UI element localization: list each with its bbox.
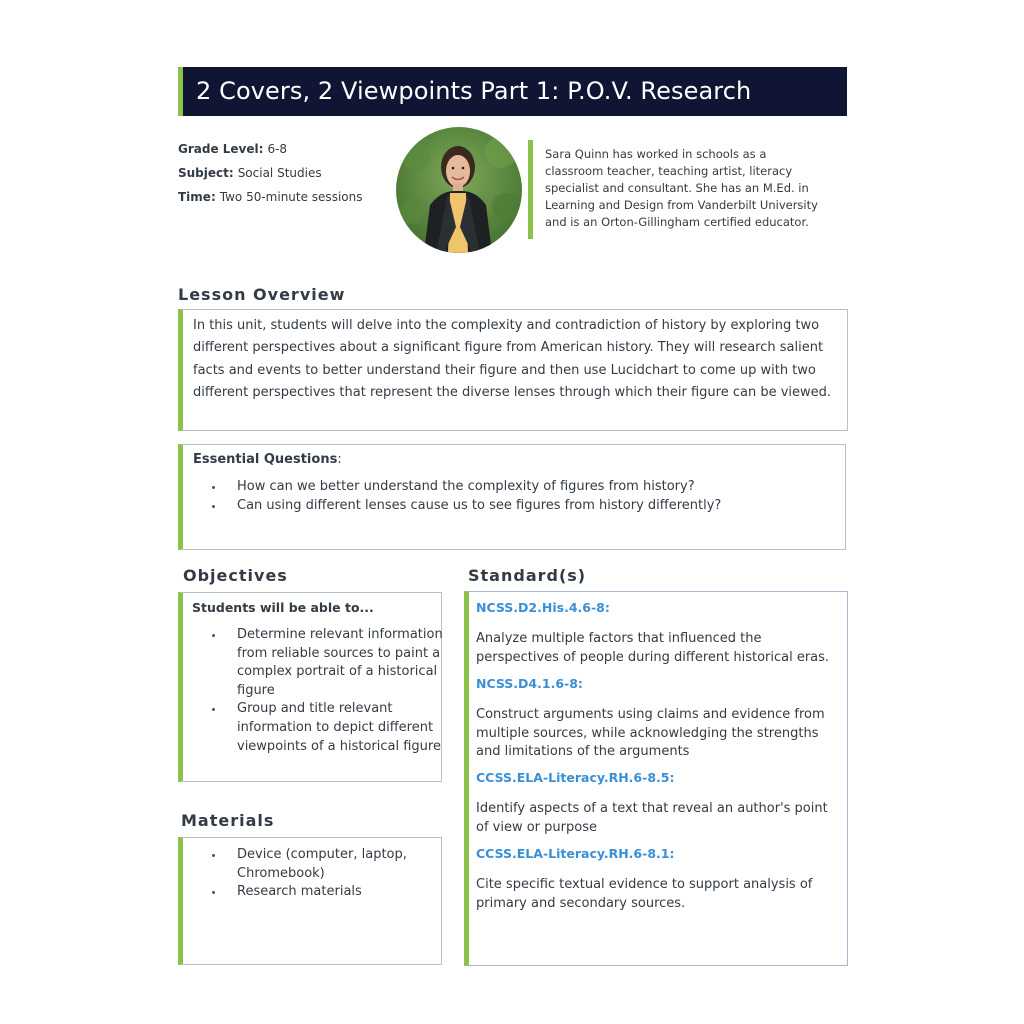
objectives-heading: Objectives (183, 566, 288, 585)
standards-box (464, 591, 848, 966)
list-item: Can using different lenses cause us to see figures from history differently? (208, 497, 721, 516)
grade-level-row (178, 140, 362, 164)
materials-box (178, 837, 442, 965)
subject-label: Subject: (178, 166, 234, 180)
standard-description: Analyze multiple factors that influenced the perspectives of people during different historical eras. (476, 631, 830, 665)
time-value: Two 50-minute sessions (219, 190, 363, 204)
avatar (396, 127, 522, 253)
list-item: Group and title relevant information to depict different viewpoints of a historical figure (208, 700, 443, 756)
lesson-overview-text: In this unit, students will delve into the complexity and contradiction of history by exploring two different perspectives about a significant figure from American history. They will research salient facts and events to better understand their figure and then use Lucidchart to come up with two different perspectives that represent the diverse lenses through which their figure can be viewed. (193, 318, 832, 400)
author-portrait-icon (396, 127, 522, 253)
page-title: 2 Covers, 2 Viewpoints Part 1: P.O.V. Research (196, 77, 752, 105)
subject-row (178, 164, 362, 188)
author-bio-text: Sara Quinn has worked in schools as a classroom teacher, teaching artist, literacy specialist and consultant. She has an M.Ed. in Learning and Design from Vanderbilt University and is an Orton-Gillingham certified educator. (545, 147, 818, 229)
lesson-meta (178, 140, 362, 212)
lesson-overview-heading: Lesson Overview (178, 285, 346, 304)
standard-description: Construct arguments using claims and evidence from multiple sources, while acknowledging the strengths and limitations of the arguments (476, 707, 825, 760)
materials-list (208, 846, 443, 902)
standard-description: Cite specific textual evidence to support analysis of primary and secondary sources. (476, 877, 813, 911)
subject-value: Social Studies (237, 166, 322, 180)
standard-code: CCSS.ELA-Literacy.RH.6-8.5: (476, 770, 675, 785)
essential-questions-label: Essential Questions (193, 452, 338, 467)
time-label: Time: (178, 190, 216, 204)
list-item: How can we better understand the complexity of figures from history? (208, 478, 721, 497)
grade-level-label: Grade Level: (178, 142, 264, 156)
standards-heading: Standard(s) (468, 566, 587, 585)
standard-code: NCSS.D2.His.4.6-8: (476, 600, 610, 615)
grade-level-value: 6-8 (267, 142, 288, 156)
list-item: Research materials (208, 883, 443, 902)
standard-description: Identify aspects of a text that reveal an author's point of view or purpose (476, 801, 828, 835)
author-bio (528, 140, 828, 239)
standard-code: CCSS.ELA-Literacy.RH.6-8.1: (476, 846, 675, 861)
list-item: Device (computer, laptop, Chromebook) (208, 846, 443, 883)
objectives-title: Students will be able to... (192, 600, 374, 615)
essential-questions-title (193, 452, 342, 467)
essential-questions-box (178, 444, 846, 550)
standard-code: NCSS.D4.1.6-8: (476, 676, 583, 691)
materials-heading: Materials (181, 811, 275, 830)
essential-questions-list (208, 478, 721, 516)
essential-questions-colon: : (337, 452, 342, 467)
list-item: Determine relevant information from reliable sources to paint a complex portrait of a historical figure (208, 626, 443, 700)
lesson-overview-box (178, 309, 848, 431)
objectives-box (178, 592, 442, 782)
title-banner (178, 67, 847, 116)
objectives-list (208, 626, 443, 756)
time-row (178, 188, 362, 212)
